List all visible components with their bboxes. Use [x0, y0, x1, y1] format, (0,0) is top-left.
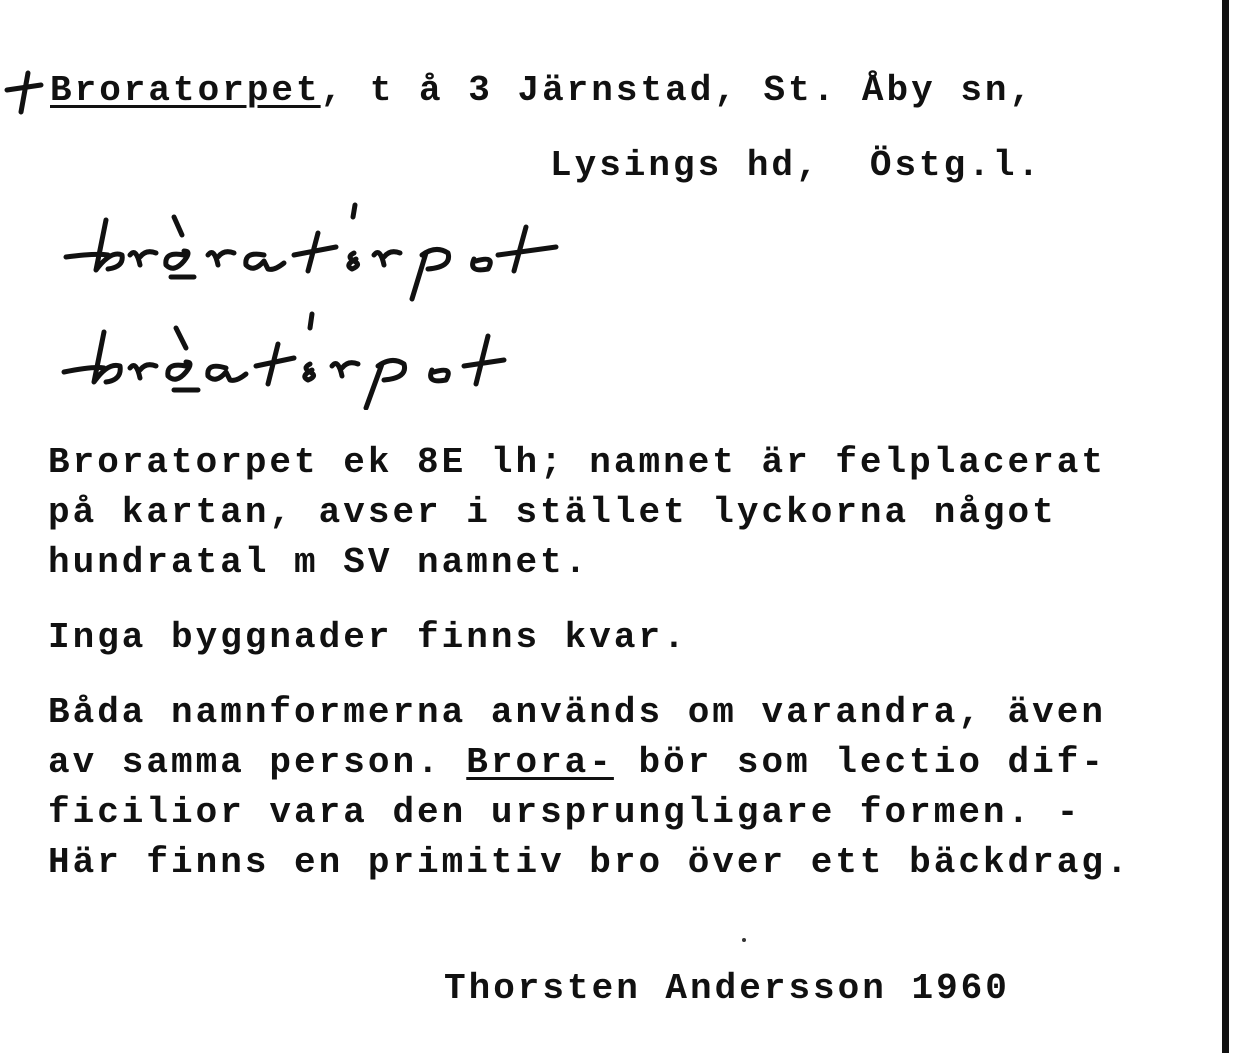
ink-speck — [742, 938, 746, 942]
underlined-word: Brora- — [466, 742, 614, 783]
cross-mark-icon — [4, 68, 44, 116]
card-edge — [1222, 0, 1229, 1053]
handwritten-form-1 — [56, 195, 636, 305]
header-line-1 — [50, 70, 1034, 111]
paragraph-3-line-4: Här finns en primitiv bro över ett bäckdrag. — [48, 842, 1131, 883]
paragraph-2: Inga byggnader finns kvar. — [48, 617, 688, 658]
p3-line-2-after: bör som lectio dif- — [613, 742, 1106, 783]
handwritten-form-2 — [56, 300, 636, 410]
signature: Thorsten Andersson 1960 — [444, 968, 1010, 1009]
header-rest: , t å 3 Järnstad, St. Åby sn, — [320, 70, 1035, 111]
place-name: Broratorpet — [50, 70, 321, 111]
paragraph-3-line-1: Båda namnformerna används om varandra, även — [48, 692, 1106, 733]
paragraph-1-line-2: på kartan, avser i stället lyckorna något — [48, 492, 1057, 533]
paragraph-3-line-3: ficilior vara den ursprungligare formen. - — [48, 792, 1082, 833]
paragraph-3-line-2 — [48, 742, 1106, 783]
paragraph-1-line-1: Broratorpet ek 8E lh; namnet är felplacerat — [48, 442, 1106, 483]
paragraph-1-line-3: hundratal m SV namnet. — [48, 542, 590, 583]
header-line-2: Lysings hd, Östg.l. — [550, 145, 1043, 186]
p3-line-2-before: av samma person. — [48, 742, 467, 783]
